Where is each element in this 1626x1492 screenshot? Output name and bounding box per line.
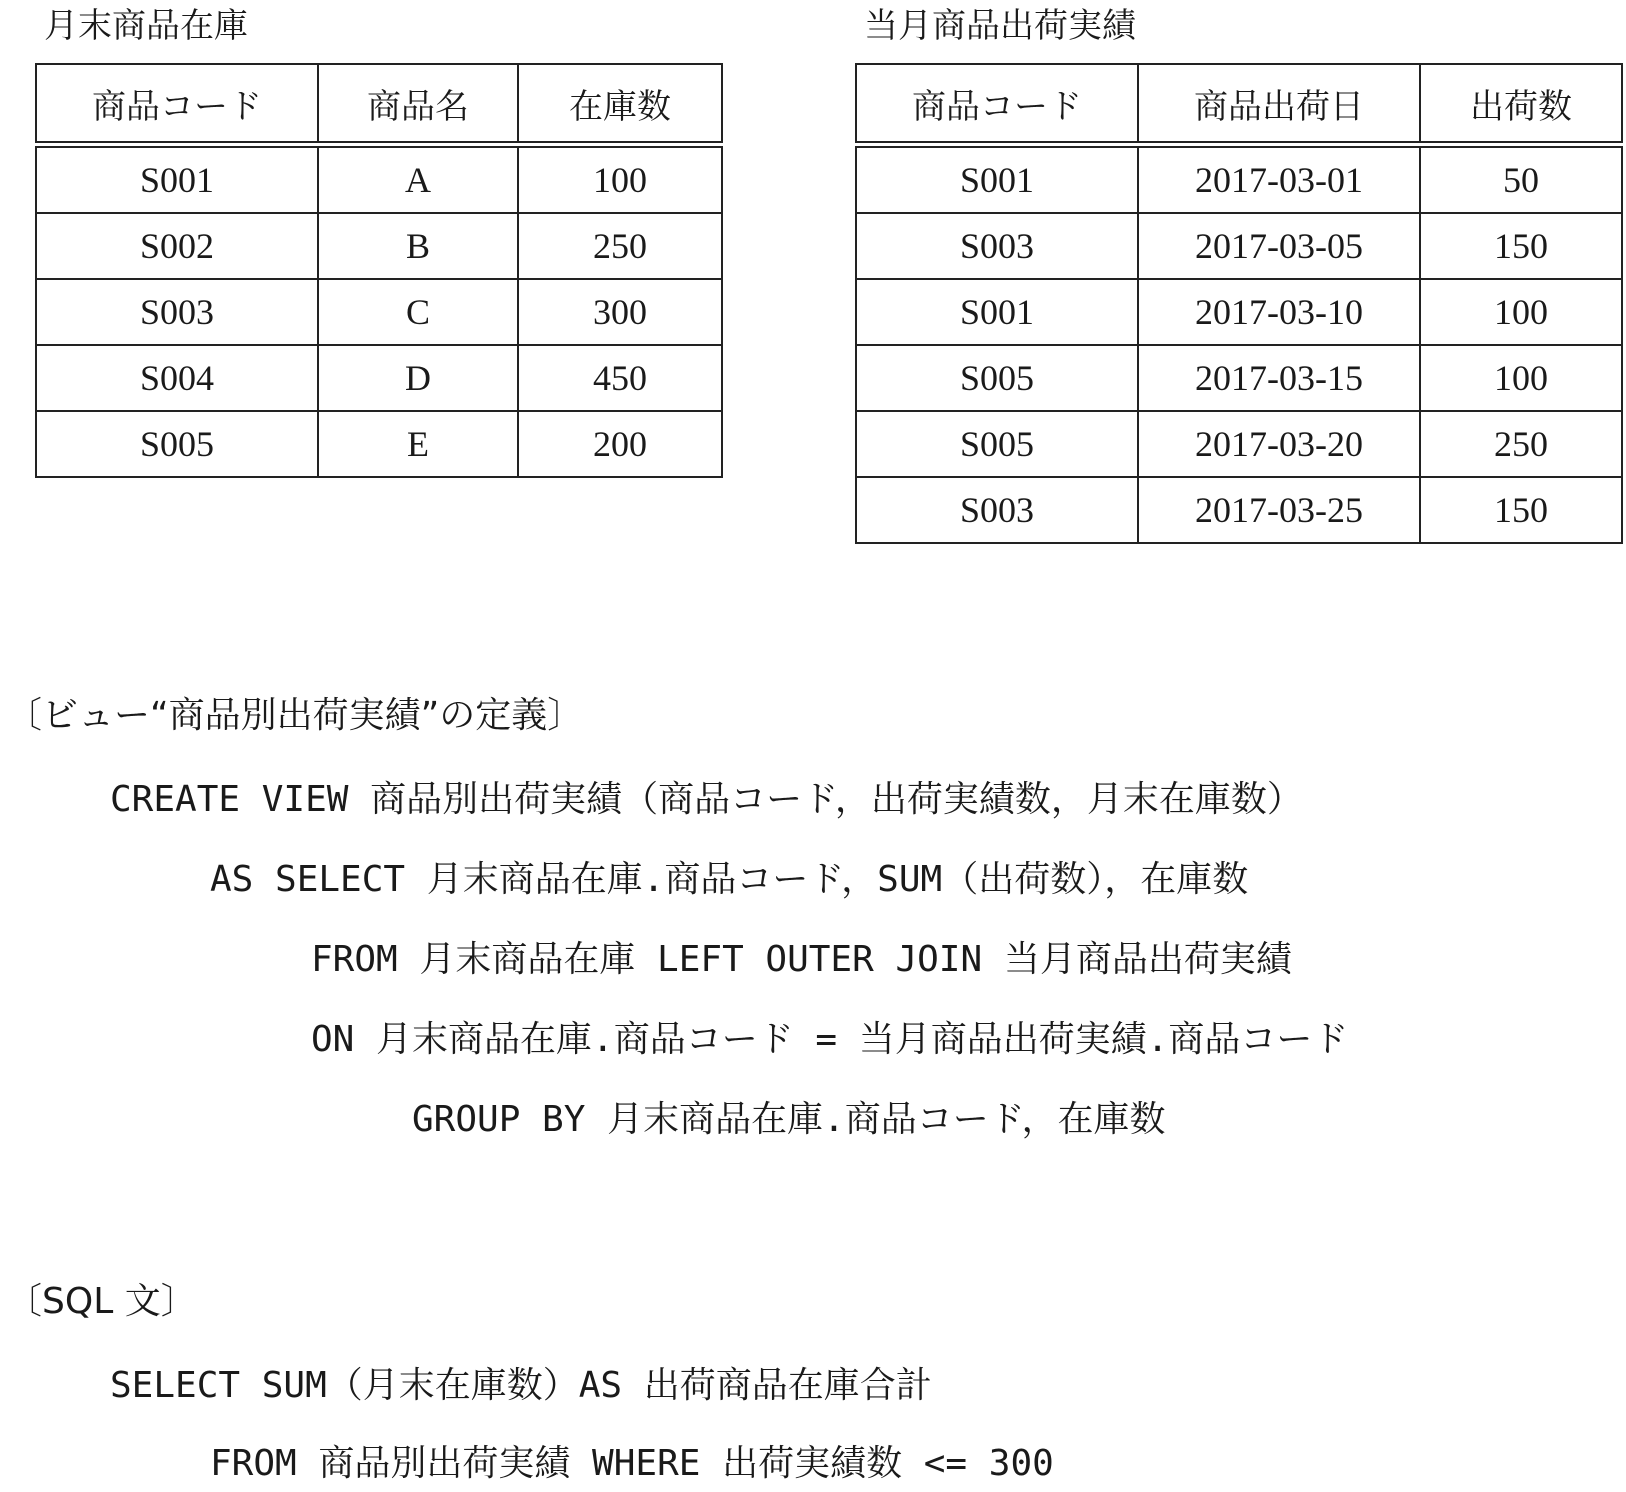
- table-row: [36, 213, 722, 279]
- table-row: [856, 145, 1622, 214]
- column-header: 在庫数: [518, 64, 722, 145]
- table-row: [36, 345, 722, 411]
- table-cell: 100: [518, 145, 722, 214]
- table-header-row: [36, 64, 722, 145]
- column-header: 商品出荷日: [1138, 64, 1420, 145]
- table-cell: 200: [518, 411, 722, 477]
- sql-statement-label: 〔SQL 文〕: [6, 1281, 197, 1322]
- column-header: 商品コード: [856, 64, 1138, 145]
- table-row: [856, 477, 1622, 543]
- table-cell: 100: [1420, 345, 1622, 411]
- view-code-line: FROM 月末商品在庫 LEFT OUTER JOIN 当月商品出荷実績: [311, 939, 1292, 980]
- table-cell: S001: [856, 279, 1138, 345]
- table-cell: 150: [1420, 477, 1622, 543]
- table-cell: 2017-03-05: [1138, 213, 1420, 279]
- view-code-line: AS SELECT 月末商品在庫.商品コード，SUM（出荷数），在庫数: [210, 859, 1249, 900]
- column-header: 出荷数: [1420, 64, 1622, 145]
- view-code-line: CREATE VIEW 商品別出荷実績（商品コード，出荷実績数，月末在庫数）: [110, 779, 1303, 820]
- table-row: [856, 279, 1622, 345]
- table-row: [856, 213, 1622, 279]
- table-cell: 2017-03-01: [1138, 145, 1420, 214]
- table-row: [36, 279, 722, 345]
- table-cell: B: [318, 213, 518, 279]
- table-cell: 150: [1420, 213, 1622, 279]
- table-cell: 50: [1420, 145, 1622, 214]
- table-cell: S001: [856, 145, 1138, 214]
- table-cell: S005: [856, 345, 1138, 411]
- table-cell: 250: [1420, 411, 1622, 477]
- table-cell: E: [318, 411, 518, 477]
- stock-table: [35, 63, 723, 478]
- table-cell: S003: [856, 213, 1138, 279]
- table-row: [36, 145, 722, 214]
- sql-code-line: FROM 商品別出荷実績 WHERE 出荷実績数 <= 300: [210, 1443, 1054, 1484]
- table-cell: S001: [36, 145, 318, 214]
- table-row: [856, 411, 1622, 477]
- table-cell: 450: [518, 345, 722, 411]
- view-code-line: ON 月末商品在庫.商品コード = 当月商品出荷実績.商品コード: [311, 1019, 1349, 1060]
- table-cell: S003: [856, 477, 1138, 543]
- table-cell: S004: [36, 345, 318, 411]
- table-cell: S005: [856, 411, 1138, 477]
- table-cell: S005: [36, 411, 318, 477]
- stock-table-title: 月末商品在庫: [44, 6, 248, 46]
- column-header: 商品名: [318, 64, 518, 145]
- table-cell: 300: [518, 279, 722, 345]
- view-code-line: GROUP BY 月末商品在庫.商品コード，在庫数: [412, 1099, 1166, 1140]
- shipment-table-title: 当月商品出荷実績: [864, 6, 1136, 46]
- table-cell: S002: [36, 213, 318, 279]
- table-cell: 2017-03-10: [1138, 279, 1420, 345]
- table-cell: 100: [1420, 279, 1622, 345]
- sql-code-line: SELECT SUM（月末在庫数）AS 出荷商品在庫合計: [110, 1365, 932, 1406]
- table-cell: 250: [518, 213, 722, 279]
- view-definition-label: 〔ビュー“商品別出荷実績”の定義〕: [6, 695, 584, 736]
- table-cell: D: [318, 345, 518, 411]
- table-row: [856, 345, 1622, 411]
- column-header: 商品コード: [36, 64, 318, 145]
- table-cell: S003: [36, 279, 318, 345]
- table-cell: 2017-03-20: [1138, 411, 1420, 477]
- table-cell: 2017-03-15: [1138, 345, 1420, 411]
- table-row: [36, 411, 722, 477]
- shipment-table: [855, 63, 1623, 544]
- table-cell: C: [318, 279, 518, 345]
- table-header-row: [856, 64, 1622, 145]
- table-cell: 2017-03-25: [1138, 477, 1420, 543]
- table-cell: A: [318, 145, 518, 214]
